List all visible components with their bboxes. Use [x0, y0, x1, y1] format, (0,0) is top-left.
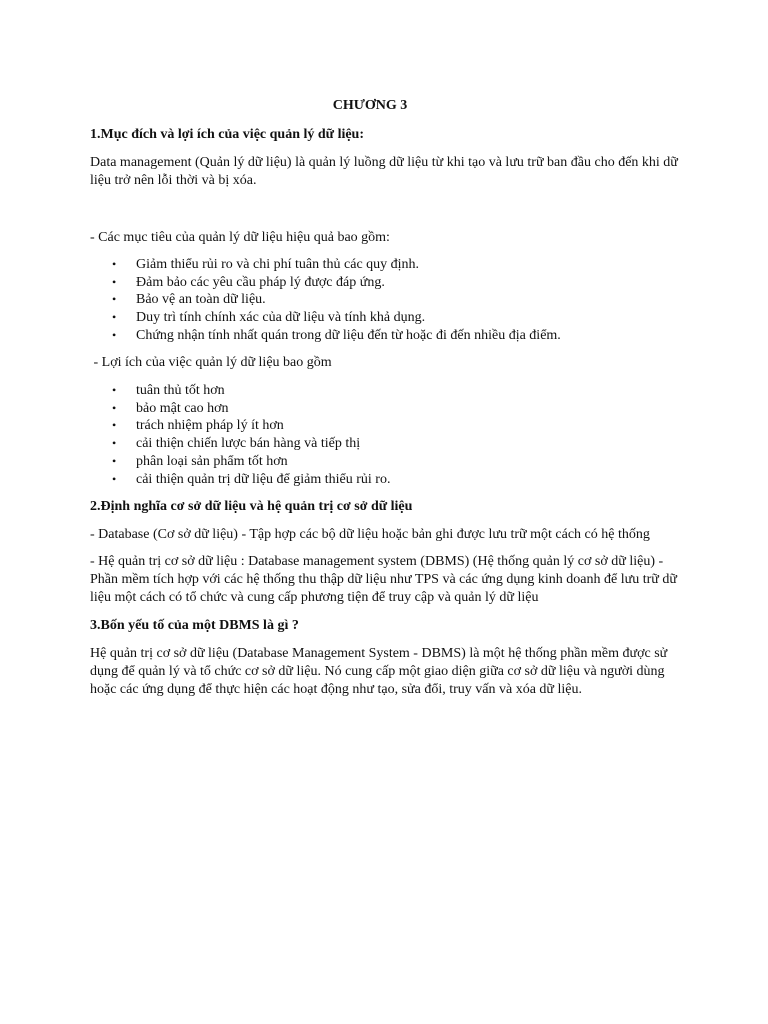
- bullet-icon: •: [112, 418, 117, 433]
- goals-label: - Các mục tiêu của quản lý dữ liệu hiệu quả bao gồm:: [90, 230, 390, 245]
- benefits-label: - Lợi ích của việc quản lý dữ liệu bao gồm: [90, 355, 332, 370]
- section-1-intro: Data management (Quản lý dữ liệu) là quản lý luồng dữ liệu từ khi tạo và lưu trữ ban đầu cho đến khi dữ liệu trở nên lỗi thời và bị xóa.: [90, 155, 678, 188]
- goals-list: [90, 256, 561, 345]
- list-item: • bảo mật cao hơn: [112, 400, 229, 416]
- list-item: • phân loại sản phẩm tốt hơn: [112, 453, 288, 469]
- bullet-icon: •: [112, 327, 117, 342]
- list-item: • cải thiện quản trị dữ liệu để giảm thiểu rủi ro.: [112, 471, 391, 487]
- chapter-title: CHƯƠNG 3: [332, 98, 408, 113]
- list-item: • cải thiện chiến lược bán hàng và tiếp thị: [112, 436, 361, 452]
- list-item: • Duy trì tính chính xác của dữ liệu và tính khả dụng.: [112, 310, 426, 326]
- bullet-icon: •: [112, 292, 117, 307]
- bullet-icon: •: [112, 471, 117, 486]
- bullet-icon: •: [112, 383, 117, 397]
- list-item: • trách nhiệm pháp lý ít hơn: [112, 418, 284, 434]
- list-item: • Giảm thiểu rủi ro và chi phí tuân thủ các quy định.: [112, 257, 420, 272]
- list-item: • Bảo vệ an toàn dữ liệu.: [112, 292, 266, 308]
- section-1-heading: 1.Mục đích và lợi ích của việc quản lý dữ liệu:: [90, 127, 365, 142]
- bullet-icon: •: [112, 436, 117, 451]
- section-3-heading: 3.Bốn yếu tố của một DBMS là gì ?: [90, 618, 299, 633]
- bullet-icon: •: [112, 257, 117, 271]
- bullet-icon: •: [112, 274, 117, 289]
- document-page: [90, 0, 682, 1024]
- benefits-list: [90, 382, 390, 488]
- list-item: • Chứng nhận tính nhất quán trong dữ liệu đến từ hoặc đi đến nhiều địa điểm.: [112, 327, 561, 343]
- section-2-heading: 2.Định nghĩa cơ sở dữ liệu và hệ quản trị cơ sở dữ liệu: [90, 499, 413, 514]
- dbms-definition: - Hệ quản trị cơ sở dữ liệu : Database management system (DBMS) (Hệ thống quản lý cơ sở dữ liệu) - Phần mềm tích hợp với các hệ thống thu thập dữ liệu như TPS và các ứng dụng kinh doanh để lưu trữ dữ liệu một cách có tổ chức và cung cấp phương tiện để truy cập và quản lý dữ liệu: [90, 554, 677, 605]
- bullet-icon: •: [112, 400, 117, 415]
- section-3-body: Hệ quản trị cơ sở dữ liệu (Database Management System - DBMS) là một hệ thống phần mềm được sử dụng để quản lý và tổ chức cơ sở dữ liệu. Nó cung cấp một giao diện giữa cơ sở dữ liệu và người dùng hoặc các ứng dụng để thực hiện các hoạt động như tạo, sửa đổi, truy vấn và xóa dữ liệu.: [90, 646, 668, 697]
- bullet-icon: •: [112, 310, 117, 325]
- database-definition: - Database (Cơ sở dữ liệu) - Tập hợp các bộ dữ liệu hoặc bản ghi được lưu trữ một cách có hệ thống: [90, 527, 650, 542]
- list-item: • tuân thủ tốt hơn: [112, 383, 225, 398]
- list-item: • Đảm bảo các yêu cầu pháp lý được đáp ứng.: [112, 274, 385, 290]
- bullet-icon: •: [112, 453, 117, 468]
